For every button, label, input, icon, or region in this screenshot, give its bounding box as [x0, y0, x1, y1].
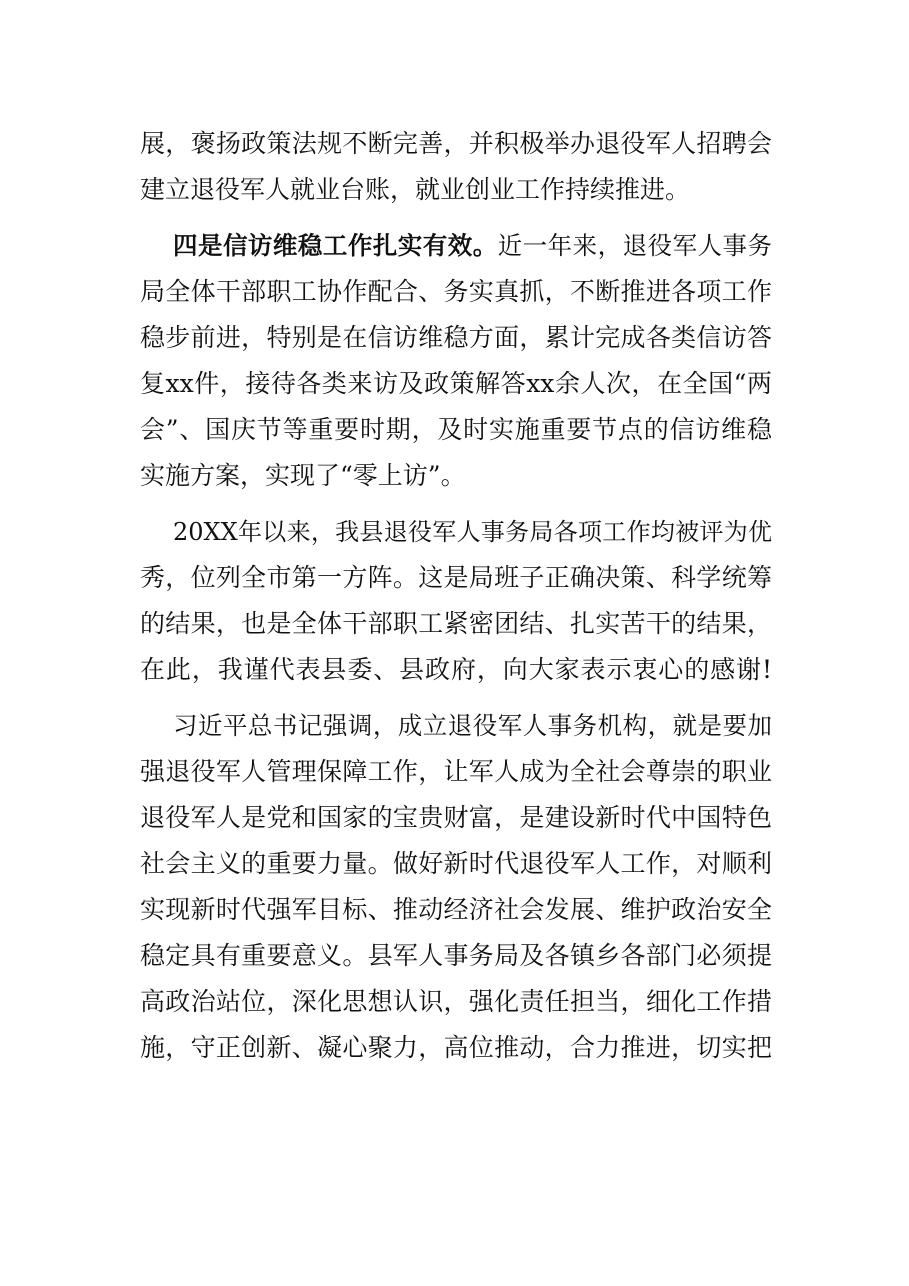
text-line: 实施方案，实现了“零上访”。 [140, 461, 466, 490]
text-line: 社会主义的重要力量。做好新时代退役军人工作，对顺利 [140, 849, 772, 878]
text-line: 复xx件，接待各类来访及政策解答xx余人次，在全国“两 [140, 369, 772, 398]
text-line: 在此，我谨代表县委、县政府，向大家表示衷心的感谢! [140, 655, 772, 684]
text-line: 局全体干部职工协作配合、务实真抓，不断推进各项工作 [140, 277, 772, 306]
text-line: 稳定具有重要意义。县军人事务局及各镇乡各部门必须提 [140, 941, 772, 970]
text-line: 20XX年以来，我县退役军人事务局各项工作均被评为优 [173, 518, 772, 546]
paragraph-heading: 四是信访维稳工作扎实有效。 [173, 231, 498, 260]
paragraph-first-line [173, 226, 772, 266]
text-line: 实现新时代强军目标、推动经济社会发展、维护政治安全 [140, 895, 772, 924]
text-line: 建立退役军人就业台账，就业创业工作持续推进。 [140, 175, 691, 204]
text-line: 稳步前进，特别是在信访维稳方面，累计完成各类信访答 [140, 323, 772, 352]
text-line: 展，褒扬政策法规不断完善，并积极举办退役军人招聘会 [140, 129, 772, 158]
text-line: 会”、国庆节等重要时期，及时实施重要节点的信访维稳 [140, 415, 772, 444]
text-span: 近一年来，退役军人事务 [497, 231, 773, 260]
text-line: 的结果，也是全体干部职工紧密团结、扎实苦干的结果， [140, 609, 772, 638]
text-line: 高政治站位，深化思想认识，强化责任担当，细化工作措 [140, 987, 772, 1016]
text-line: 秀，位列全市第一方阵。这是局班子正确决策、科学统筹 [140, 563, 772, 592]
text-line: 习近平总书记强调，成立退役军人事务机构，就是要加 [173, 711, 772, 740]
text-line: 施，守正创新、凝心聚力，高位推动，合力推进，切实把 [140, 1033, 772, 1062]
text-line: 退役军人是党和国家的宝贵财富，是建设新时代中国特色 [140, 803, 772, 832]
text-line: 强退役军人管理保障工作，让军人成为全社会尊崇的职业 [140, 757, 772, 786]
